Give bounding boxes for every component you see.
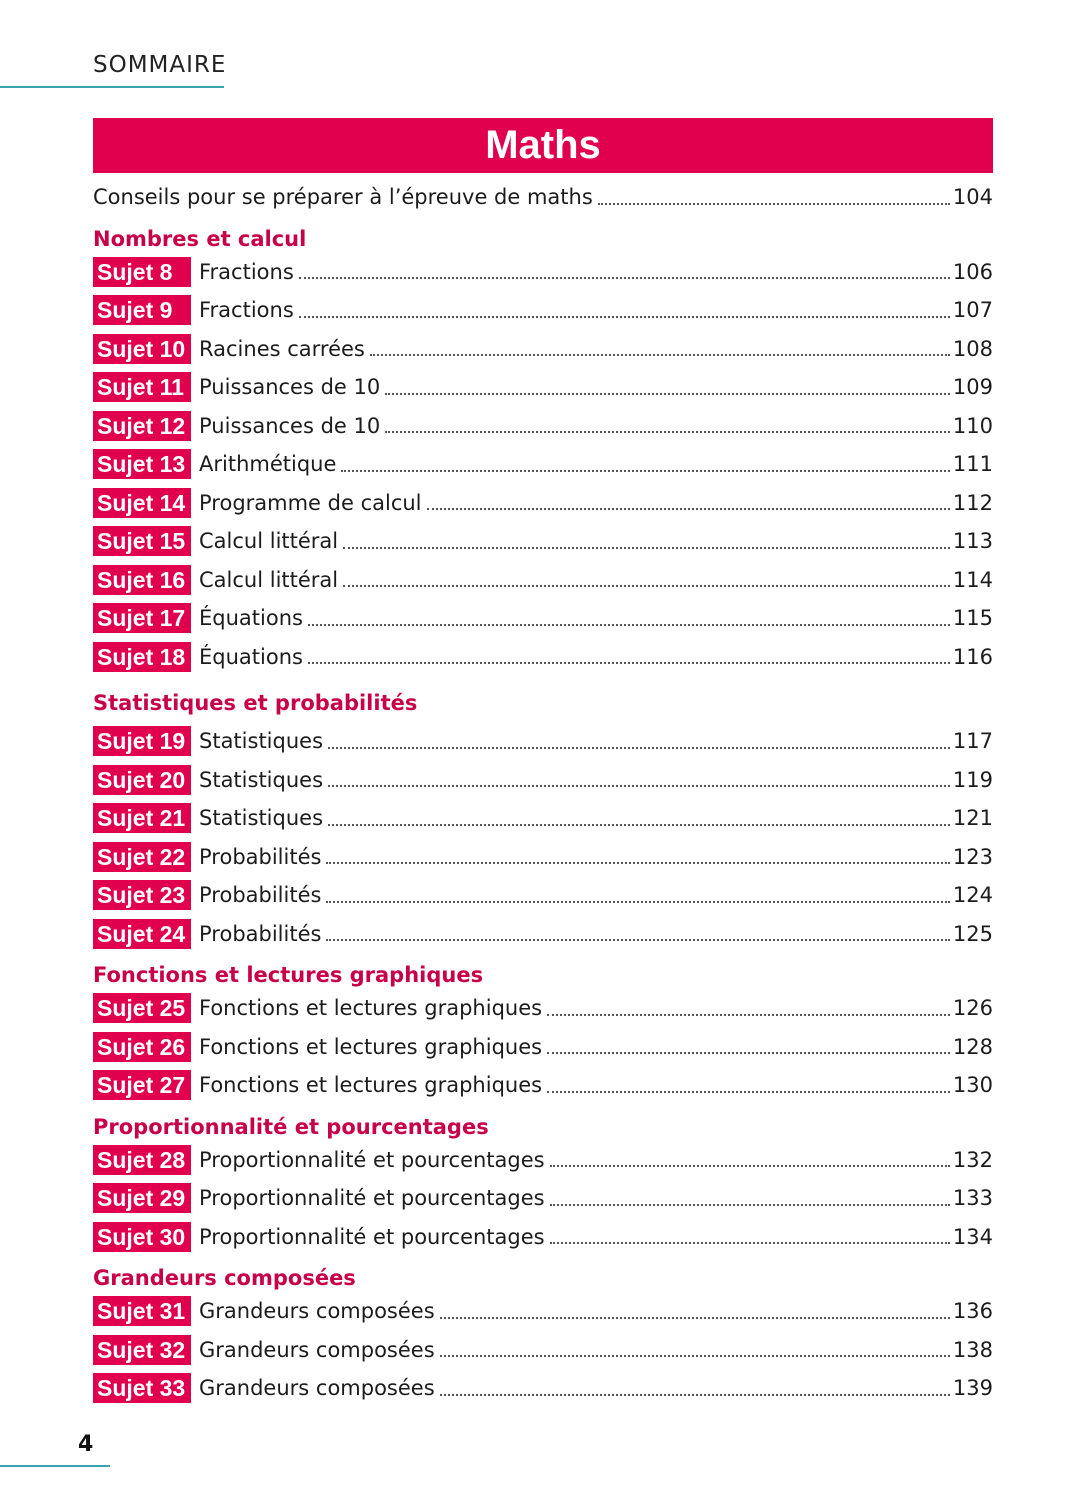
toc-entry-page: 113 (952, 529, 993, 554)
toc-entry-title: Fonctions et lectures graphiques (199, 1073, 543, 1098)
dot-leader (440, 1317, 950, 1319)
toc-entry[interactable] (93, 1369, 993, 1408)
sujet-badge: Sujet 33 (93, 1373, 191, 1403)
toc-entry-title: Puissances de 10 (199, 375, 381, 400)
sujet-badge: Sujet 20 (93, 765, 191, 795)
sujet-badge: Sujet 32 (93, 1335, 191, 1365)
toc-entry[interactable] (93, 838, 993, 877)
dot-leader (385, 393, 950, 395)
section-heading: Grandeurs composées (93, 1266, 356, 1290)
sujet-badge: Sujet 24 (93, 919, 191, 949)
sujet-badge: Sujet 28 (93, 1145, 191, 1175)
sujet-badge: Sujet 16 (93, 565, 191, 595)
sujet-badge: Sujet 8 (93, 257, 191, 287)
sujet-badge: Sujet 11 (93, 372, 191, 402)
toc-entry-title: Fonctions et lectures graphiques (199, 996, 543, 1021)
toc-entry-title: Grandeurs composées (199, 1337, 435, 1362)
toc-entry-title: Proportionnalité et pourcentages (199, 1147, 545, 1172)
toc-entry-page: 116 (952, 644, 993, 669)
toc-entry[interactable] (93, 638, 993, 677)
dot-leader (299, 316, 950, 318)
toc-entry[interactable] (93, 253, 993, 292)
toc-entry-page: 115 (952, 606, 993, 631)
toc-entry-title: Calcul littéral (199, 567, 339, 592)
toc-entry-page: 124 (952, 883, 993, 908)
sujet-badge: Sujet 25 (93, 993, 191, 1023)
toc-entry-title: Statistiques (199, 767, 324, 792)
toc-entry-title: Équations (199, 644, 303, 669)
dot-leader (326, 862, 949, 864)
toc-entry-page: 107 (952, 298, 993, 323)
dot-leader (308, 662, 950, 664)
section-heading: Statistiques et probabilités (93, 691, 418, 715)
dot-leader (598, 203, 950, 205)
toc-entry[interactable] (93, 407, 993, 446)
toc-entry[interactable] (93, 1066, 993, 1105)
toc-entry[interactable] (93, 876, 993, 915)
toc-entry[interactable] (93, 330, 993, 369)
section-heading: Proportionnalité et pourcentages (93, 1114, 489, 1139)
toc-entry[interactable] (93, 1218, 993, 1257)
dot-leader (326, 939, 949, 941)
sujet-badge: Sujet 10 (93, 334, 191, 364)
toc-entry[interactable] (93, 445, 993, 484)
toc-entry-page: 108 (952, 336, 993, 361)
toc-entry[interactable] (93, 561, 993, 600)
sujet-badge: Sujet 27 (93, 1070, 191, 1100)
toc-entry-page: 128 (952, 1034, 993, 1059)
toc-entry[interactable] (93, 761, 993, 800)
toc-entry-page: 125 (952, 921, 993, 946)
toc-entry[interactable] (93, 915, 993, 954)
sujet-badge: Sujet 13 (93, 449, 191, 479)
table-of-contents (93, 178, 993, 1408)
dot-leader (547, 1014, 950, 1016)
toc-entry-title: Puissances de 10 (199, 413, 381, 438)
toc-entry-title: Probabilités (199, 921, 322, 946)
toc-entry[interactable] (93, 1331, 993, 1370)
dot-leader (343, 585, 950, 587)
toc-entry-title: Statistiques (199, 729, 324, 754)
toc-entry-page: 106 (952, 259, 993, 284)
toc-entry[interactable] (93, 1292, 993, 1331)
sujet-badge: Sujet 29 (93, 1183, 191, 1213)
dot-leader (308, 624, 950, 626)
toc-entry[interactable] (93, 989, 993, 1028)
toc-entry-page: 133 (952, 1186, 993, 1211)
dot-leader (547, 1091, 950, 1093)
toc-entry-title: Grandeurs composées (199, 1376, 435, 1401)
toc-entry-title: Proportionnalité et pourcentages (199, 1224, 545, 1249)
running-header: SOMMAIRE (93, 52, 227, 78)
toc-entry[interactable] (93, 722, 993, 761)
toc-entry-page: 130 (952, 1073, 993, 1098)
sujet-badge: Sujet 22 (93, 842, 191, 872)
toc-entry-title: Racines carrées (199, 336, 365, 361)
toc-intro-entry[interactable] (93, 178, 993, 217)
sujet-badge: Sujet 12 (93, 411, 191, 441)
sujet-badge: Sujet 9 (93, 295, 191, 325)
dot-leader (550, 1204, 950, 1206)
toc-entry-page: 112 (952, 490, 993, 515)
toc-entry[interactable] (93, 1179, 993, 1218)
toc-entry-page: 132 (952, 1147, 993, 1172)
toc-entry-title: Fractions (199, 259, 294, 284)
toc-entry-title: Équations (199, 606, 303, 631)
toc-entry-page: 138 (952, 1337, 993, 1362)
section-heading: Fonctions et lectures graphiques (93, 963, 484, 987)
dot-leader (341, 470, 950, 472)
dot-leader (328, 824, 950, 826)
page-number: 4 (78, 1432, 94, 1457)
toc-entry-page: 134 (952, 1224, 993, 1249)
dot-leader (299, 277, 950, 279)
subject-banner: Maths (93, 118, 993, 173)
toc-entry-page: 126 (952, 996, 993, 1021)
toc-entry-title: Fonctions et lectures graphiques (199, 1034, 543, 1059)
toc-entry[interactable] (93, 599, 993, 638)
sujet-badge: Sujet 23 (93, 880, 191, 910)
toc-entry-title: Statistiques (199, 806, 324, 831)
dot-leader (385, 431, 950, 433)
toc-entry-title: Calcul littéral (199, 529, 339, 554)
toc-entry-page: 117 (952, 729, 993, 754)
toc-entry-page: 136 (952, 1299, 993, 1324)
toc-entry-title: Arithmétique (199, 452, 337, 477)
sujet-badge: Sujet 31 (93, 1296, 191, 1326)
toc-entry-page: 119 (952, 767, 993, 792)
toc-entry[interactable] (93, 484, 993, 523)
toc-entry-title: Probabilités (199, 844, 322, 869)
dot-leader (550, 1165, 950, 1167)
toc-entry[interactable] (93, 1028, 993, 1067)
toc-entry-page: 111 (952, 452, 993, 477)
dot-leader (440, 1394, 950, 1396)
footer-rule (0, 1465, 110, 1467)
toc-entry-page: 114 (952, 567, 993, 592)
dot-leader (328, 785, 950, 787)
toc-entry-title: Fractions (199, 298, 294, 323)
sujet-badge: Sujet 15 (93, 526, 191, 556)
dot-leader (370, 354, 950, 356)
toc-entry-page: 104 (952, 185, 993, 210)
dot-leader (440, 1355, 950, 1357)
toc-sections (93, 217, 993, 1408)
toc-entry-page: 121 (952, 806, 993, 831)
sujet-badge: Sujet 26 (93, 1032, 191, 1062)
toc-entry[interactable] (93, 368, 993, 407)
toc-entry-title: Programme de calcul (199, 490, 422, 515)
toc-entry-title: Grandeurs composées (199, 1299, 435, 1324)
sujet-badge: Sujet 17 (93, 603, 191, 633)
dot-leader (326, 901, 949, 903)
dot-leader (343, 547, 950, 549)
dot-leader (547, 1052, 950, 1054)
sujet-badge: Sujet 18 (93, 642, 191, 672)
dot-leader (427, 508, 950, 510)
sujet-badge: Sujet 14 (93, 488, 191, 518)
toc-entry[interactable] (93, 799, 993, 838)
sujet-badge: Sujet 30 (93, 1222, 191, 1252)
toc-entry-page: 110 (952, 413, 993, 438)
toc-entry-title: Proportionnalité et pourcentages (199, 1186, 545, 1211)
section-heading: Nombres et calcul (93, 226, 307, 251)
sujet-badge: Sujet 19 (93, 726, 191, 756)
toc-entry[interactable] (93, 291, 993, 330)
toc-entry-title: Probabilités (199, 883, 322, 908)
toc-entry[interactable] (93, 1141, 993, 1180)
dot-leader (550, 1242, 950, 1244)
toc-entry-page: 139 (952, 1376, 993, 1401)
toc-entry-page: 109 (952, 375, 993, 400)
toc-entry-title: Conseils pour se préparer à l’épreuve de maths (93, 185, 593, 210)
sujet-badge: Sujet 21 (93, 803, 191, 833)
header-rule (0, 86, 224, 88)
toc-entry[interactable] (93, 522, 993, 561)
dot-leader (328, 747, 950, 749)
toc-entry-page: 123 (952, 844, 993, 869)
